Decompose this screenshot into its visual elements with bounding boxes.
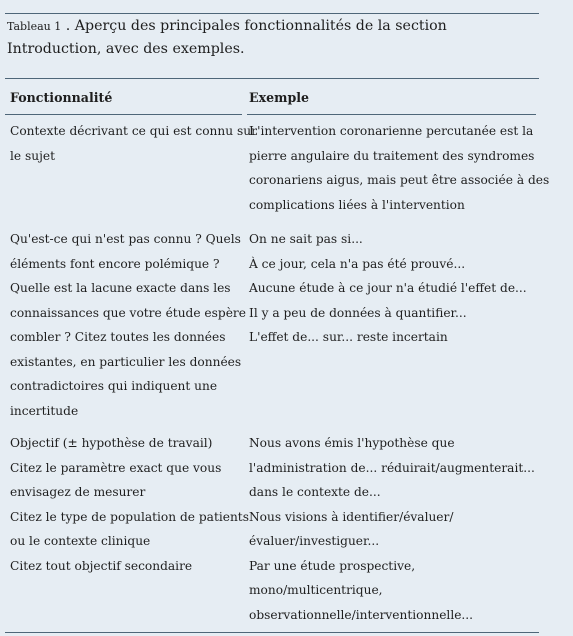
- cell-line: observationnelle/interventionnelle...: [249, 607, 474, 622]
- cell-line: Quelle est la lacune exacte dans les: [10, 281, 231, 295]
- cell-line: Il y a peu de données à quantifier...: [249, 305, 467, 320]
- top-rule: [5, 13, 539, 14]
- cell-line: envisagez de mesurer: [10, 485, 146, 499]
- header-underline-feature: [5, 114, 242, 115]
- cell-line: Nous avons émis l'hypothèse que: [249, 436, 455, 450]
- cell-line: le sujet: [10, 148, 55, 163]
- bottom-rule: [5, 632, 539, 633]
- cell-line: L'effet de... sur... reste incertain: [249, 330, 448, 344]
- cell-line: combler ? Citez toutes les données: [10, 330, 226, 344]
- table-cell-example-3: [249, 431, 539, 627]
- header-underline-example: [247, 114, 536, 115]
- cell-line: incertitude: [10, 403, 79, 418]
- cell-line: On ne sait pas si...: [249, 232, 363, 246]
- caption-text: . Aperçu des principales fonctionnalités de la section Introduction, avec des exemples.: [7, 18, 447, 57]
- cell-line: existantes, en particulier les données: [10, 354, 242, 369]
- table-caption: [7, 15, 542, 61]
- cell-line: À ce jour, cela n'a pas été prouvé...: [249, 256, 466, 271]
- cell-line: Citez le type de population de patients: [10, 509, 249, 524]
- cell-line: Citez le paramètre exact que vous: [10, 460, 222, 475]
- cell-line: coronariens aigus, mais peut être associée à des: [249, 173, 550, 187]
- table-cell-example-2: [249, 227, 539, 350]
- cell-line: Nous visions à identifier/évaluer/: [249, 509, 454, 524]
- cell-line: éléments font encore polémique ?: [10, 256, 220, 271]
- caption-label: Tableau 1: [7, 20, 62, 33]
- cell-line: contradictoires qui indiquent une: [10, 379, 218, 393]
- cell-line: pierre angulaire du traitement des syndromes: [249, 148, 535, 163]
- cell-line: mono/multicentrique,: [249, 583, 383, 597]
- cell-line: connaissances que votre étude espère: [10, 305, 246, 320]
- cell-line: dans le contexte de...: [249, 485, 381, 499]
- table-cell-feature-1: [10, 119, 257, 168]
- header-top-rule: [5, 78, 539, 79]
- cell-line: Qu'est-ce qui n'est pas connu ? Quels: [10, 232, 241, 246]
- cell-line: Par une étude prospective,: [249, 558, 416, 573]
- cell-line: Aucune étude à ce jour n'a étudié l'effet de...: [249, 281, 527, 295]
- table-cell-feature-2: [10, 227, 244, 423]
- cell-line: l'administration de... réduirait/augmenterait...: [249, 460, 535, 475]
- table-cell-example-1: [249, 119, 550, 217]
- cell-line: évaluer/investiguer...: [249, 534, 380, 548]
- cell-line: ou le contexte clinique: [10, 534, 151, 548]
- cell-line: complications liées à l'intervention: [249, 197, 465, 212]
- column-header-example: Exemple: [249, 90, 310, 105]
- cell-line: Contexte décrivant ce qui est connu sur: [10, 124, 257, 138]
- cell-line: Citez tout objectif secondaire: [10, 558, 193, 573]
- table-cell-feature-3: [10, 431, 249, 578]
- cell-line: L'intervention coronarienne percutanée est la: [249, 124, 534, 138]
- cell-line: Objectif (± hypothèse de travail): [10, 436, 213, 450]
- column-header-feature: Fonctionnalité: [10, 90, 113, 105]
